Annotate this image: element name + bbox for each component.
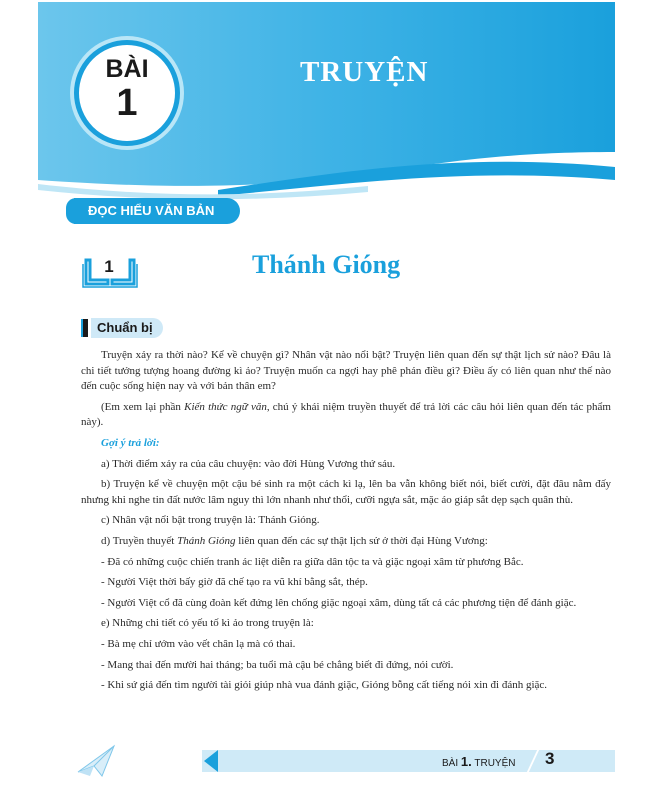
note-emphasis: Kiến thức ngữ văn: [184, 400, 267, 413]
footer-chapter: TRUYỆN: [474, 758, 516, 769]
answer-e-item-2: - Mang thai đến mười hai tháng; ba tuổi mà cậu bé chẳng biết đi đứng, nói cười.: [101, 658, 454, 671]
section-tab: ĐỌC HIỂU VĂN BẢN: [74, 198, 240, 224]
answer-e-item-3: - Khi sứ giả đến tìm người tài giỏi giúp nhà vua đánh giặc, Gióng bỗng cất tiếng nói xin đi đánh giặc.: [101, 679, 548, 692]
lesson-title: Thánh Gióng: [252, 250, 401, 279]
intro-paragraph: Truyện xảy ra thời nào? Kể về chuyện gì? Nhân vật nào nổi bật? Truyện liên quan đến sự thật lịch sử nào? Đâu là chi tiết tưởng tượng hoang đường kì ảo? Truyện muốn ca ngợi hay phê phán điều gì? Điều ấy có liên quan như thế nào đến cuộc sống hiện nay và với bản thân em?: [81, 349, 611, 393]
chapter-title: TRUYỆN: [300, 56, 429, 88]
note-suffix: , chú ý khái niệm truyền thuyết để trả lời các câu hỏi liên quan đến tác phẩm này).: [81, 400, 611, 429]
hint-heading: Gợi ý trả lời:: [101, 436, 160, 449]
answer-d-emphasis: Thánh Gióng: [177, 534, 236, 547]
answer-d-item-1: - Đã có những cuộc chiến tranh ác liệt diễn ra giữa dân tộc ta và giặc ngoại xâm từ phương Bắc.: [101, 555, 524, 568]
page-number: 3: [545, 749, 555, 768]
prep-heading-label: Chuẩn bị: [91, 318, 163, 338]
answer-e-item-1: - Bà mẹ chỉ ướm vào vết chân lạ mà có thai.: [101, 637, 296, 650]
answer-a: a) Thời điểm xảy ra của câu chuyện: vào đời Hùng Vương thứ sáu.: [101, 457, 396, 470]
note-prefix: (Em xem lại phần: [101, 400, 185, 413]
badge-word: BÀI: [105, 55, 149, 83]
footer-lesson-number: 1.: [460, 754, 472, 769]
answer-d-item-2: - Người Việt thời bấy giờ đã chế tạo ra vũ khí bằng sắt, thép.: [101, 576, 368, 589]
textbook-page: [38, 2, 615, 784]
footer-label: [442, 754, 515, 769]
lesson-number: 1: [104, 257, 114, 276]
prep-bar-icon: [81, 319, 88, 337]
answer-c: c) Nhân vật nổi bật trong truyện là: Thánh Gióng.: [101, 514, 320, 527]
answer-e: e) Những chi tiết có yếu tố kì ảo trong truyện là:: [101, 617, 314, 630]
answer-d-prefix: d) Truyền thuyết: [101, 534, 178, 547]
note-paragraph: [81, 400, 611, 431]
footer-arrow-icon: [204, 750, 218, 772]
body-text: [81, 348, 611, 699]
answer-d-item-3: - Người Việt cổ đã cùng đoàn kết đứng lên chống giặc ngoại xâm, dùng tất cả các phương tiện để đánh giặc.: [101, 596, 577, 609]
badge-number: 1: [116, 82, 138, 124]
answer-d: [81, 534, 611, 550]
answer-d-suffix: liên quan đến các sự thật lịch sử ở thời đại Hùng Vương:: [235, 534, 488, 547]
answer-b: b) Truyện kể về chuyện một cậu bé sinh ra một cách kì lạ, lên ba vẫn không biết nói, biết cười, đặt đâu nằm đấy nhưng khi nghe tin đất nước lâm nguy thì lớn nhanh như thổi, cưỡi ngựa sắt, mặc áo giáp sắt dẹp sạch quân thù.: [81, 478, 611, 506]
paper-plane-icon: [76, 742, 116, 778]
lesson-badge: [74, 40, 180, 146]
footer-lesson-word: BÀI: [442, 758, 459, 769]
